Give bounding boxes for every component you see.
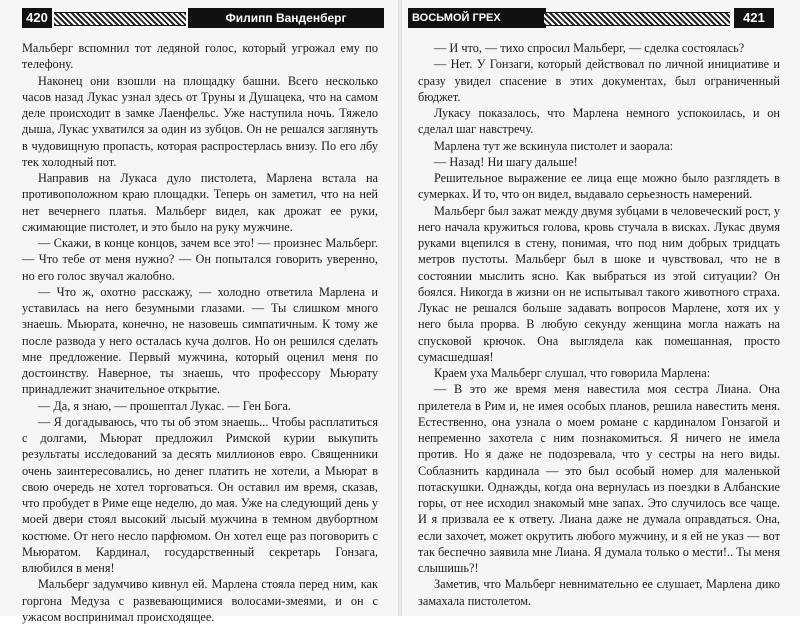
paragraph: — Я догадываюсь, что ты об этом знаешь... Чтобы расплатиться с долгами, Мьюрат предложил Римской курии выкупить результаты исследований за десять миллионов евро. Священники очень заинтересовались, но денег платить не хотели, а Мьюрат в свою очередь не хотел торговаться. Он оставил им время, сказав, что пробудет в Риме еще неделю, до мая. Уже на следующий день у моей двери стоял высокий лысый мужчина в темном двубортном костюме. От него несло парфюмом. Он хотел еще раз поговорить с Мьюратом. Кардинал, государственный секретарь Гонзага, влюбился в меня! [22, 414, 378, 575]
left-page-header [22, 8, 388, 30]
ornamental-band [54, 12, 186, 26]
paragraph: — Что ж, охотно расскажу, — холодно ответила Марлена и уставилась на него безумными глазами. — Ты слишком много знаешь. Мьюрата, конечно, не назовешь симпатичным. К тому же после развода у него осталась куча долгов. Но он решился сделать мне предложение. Первый мужчина, который оценил меня по достоинству. Наверное, ты знаешь, что профессору Мьюрату принадлежит значительное открытие. [22, 284, 378, 397]
running-head: ВОСЬМОЙ ГРЕХ [408, 8, 546, 28]
running-head: Филипп Ванденберг [188, 8, 384, 28]
ornamental-band [544, 12, 730, 26]
paragraph: — Скажи, в конце концов, зачем все это! — произнес Мальберг. — Что тебе от меня нужно? — Он попытался говорить уверенно, но его голос звучал жалобно. [22, 236, 378, 283]
paragraph: — Нет. У Гонзаги, который действовал по личной инициативе и сразу увидел спасение в этих документах, был ограниченный бюджет. [418, 57, 780, 104]
left-page [0, 0, 400, 624]
paragraph: Лукасу показалось, что Марлена немного успокоилась, и он сделал шаг навстречу. [418, 106, 780, 137]
paragraph: Направив на Лукаса дуло пистолета, Марлена встала на противоположном краю площадки. Теперь он заметил, что на ней нет вечернего платья. Мальберг видел, как дрожат ее руки, сжимающие пистолет, и это было на руку мужчине. [22, 171, 378, 234]
paragraph: Краем уха Мальберг слушал, что говорила Марлена: [434, 366, 711, 380]
paragraph: Мальберг вспомнил тот ледяной голос, который угрожал ему по телефону. [22, 41, 378, 72]
left-page-text [22, 40, 378, 625]
paragraph: — Назад! Ни шагу дальше! [434, 154, 578, 169]
right-page-text [418, 40, 780, 609]
paragraph: Марлена тут же вскинула пистолет и заорала: [434, 138, 674, 153]
paragraph: Наконец они взошли на площадку башни. Всего несколько часов назад Лукас узнал здесь от Труны и Душацека, что на самом деле происходит в замке Лаенфельс. Уже наступила ночь. Тяжело дыша, Лукас ухватился за один из зубцов. Он не решался заглянуть в чудовищную пропасть, которая распростерлась внизу. По его лбу тек холодный пот. [22, 73, 378, 169]
paragraph: — Да, я знаю, — прошептал Лукас. — Ген Бога. [38, 398, 291, 413]
right-page [400, 0, 800, 616]
paragraph: Решительное выражение ее лица еще можно было разглядеть в сумерках. И то, что он видел, выдавало серьезность намерений. [418, 171, 780, 202]
paragraph: Мальберг задумчиво кивнул ей. Марлена стояла перед ним, как горгона Медуза с развевающимися волосами-змеями, и он с ужасом воспринимал происходящее. [22, 577, 378, 624]
paragraph: Мальберг был зажат между двумя зубцами в человеческий рост, у него начала кружиться голова, кровь стучала в висках. Лукас двумя руками вцепился в стену, понимая, что под ним добрых тридцать метров пустоты. Мальберг был в шоке и чувствовал, что не в состоянии мыслить ясно. Как выбраться из этой ситуации? Он боялся. Никогда в жизни он не испытывал такого животного страха. Лукас не решался больше задавать вопросов Марлене, хотя их у него была прорва. В любую секунду женщина могла нажать на спусковой крючок. Она выглядела как помешанная, просто сумасшедшая! [418, 203, 780, 364]
right-page-header [408, 8, 780, 30]
paragraph: — В это же время меня навестила моя сестра Лиана. Она прилетела в Рим и, не имея особых планов, решила навестить меня. Естественно, она узнала о моем романе с кардиналом Гонзагой и непременно захотела с ним познакомиться. Я ничего не имела против. Но я даже не подозревала, что у сестры на него виды. Соблазнить кардинала — это был особый номер для маленькой потаскушки. Однажды, когда она вернулась из поездки в Албанские горы, от нее исходил знакомый мне запах. Это случилось все чаще. И я призвала ее к ответу. Лиана даже не думала оправдаться. Она, если захочет, может окрутить любого мужчину, и я ей не указ — вот так беспечно заявила мне Лиана. Я думала только о мести!.. Ты меня слышишь?! [418, 382, 780, 575]
page-number: 420 [22, 8, 52, 28]
paragraph: Заметив, что Мальберг невнимательно ее слушает, Марлена дико замахала пистолетом. [418, 577, 780, 608]
page-number: 421 [734, 8, 774, 28]
paragraph: — И что, — тихо спросил Мальберг, — сделка состоялась? [434, 41, 745, 55]
